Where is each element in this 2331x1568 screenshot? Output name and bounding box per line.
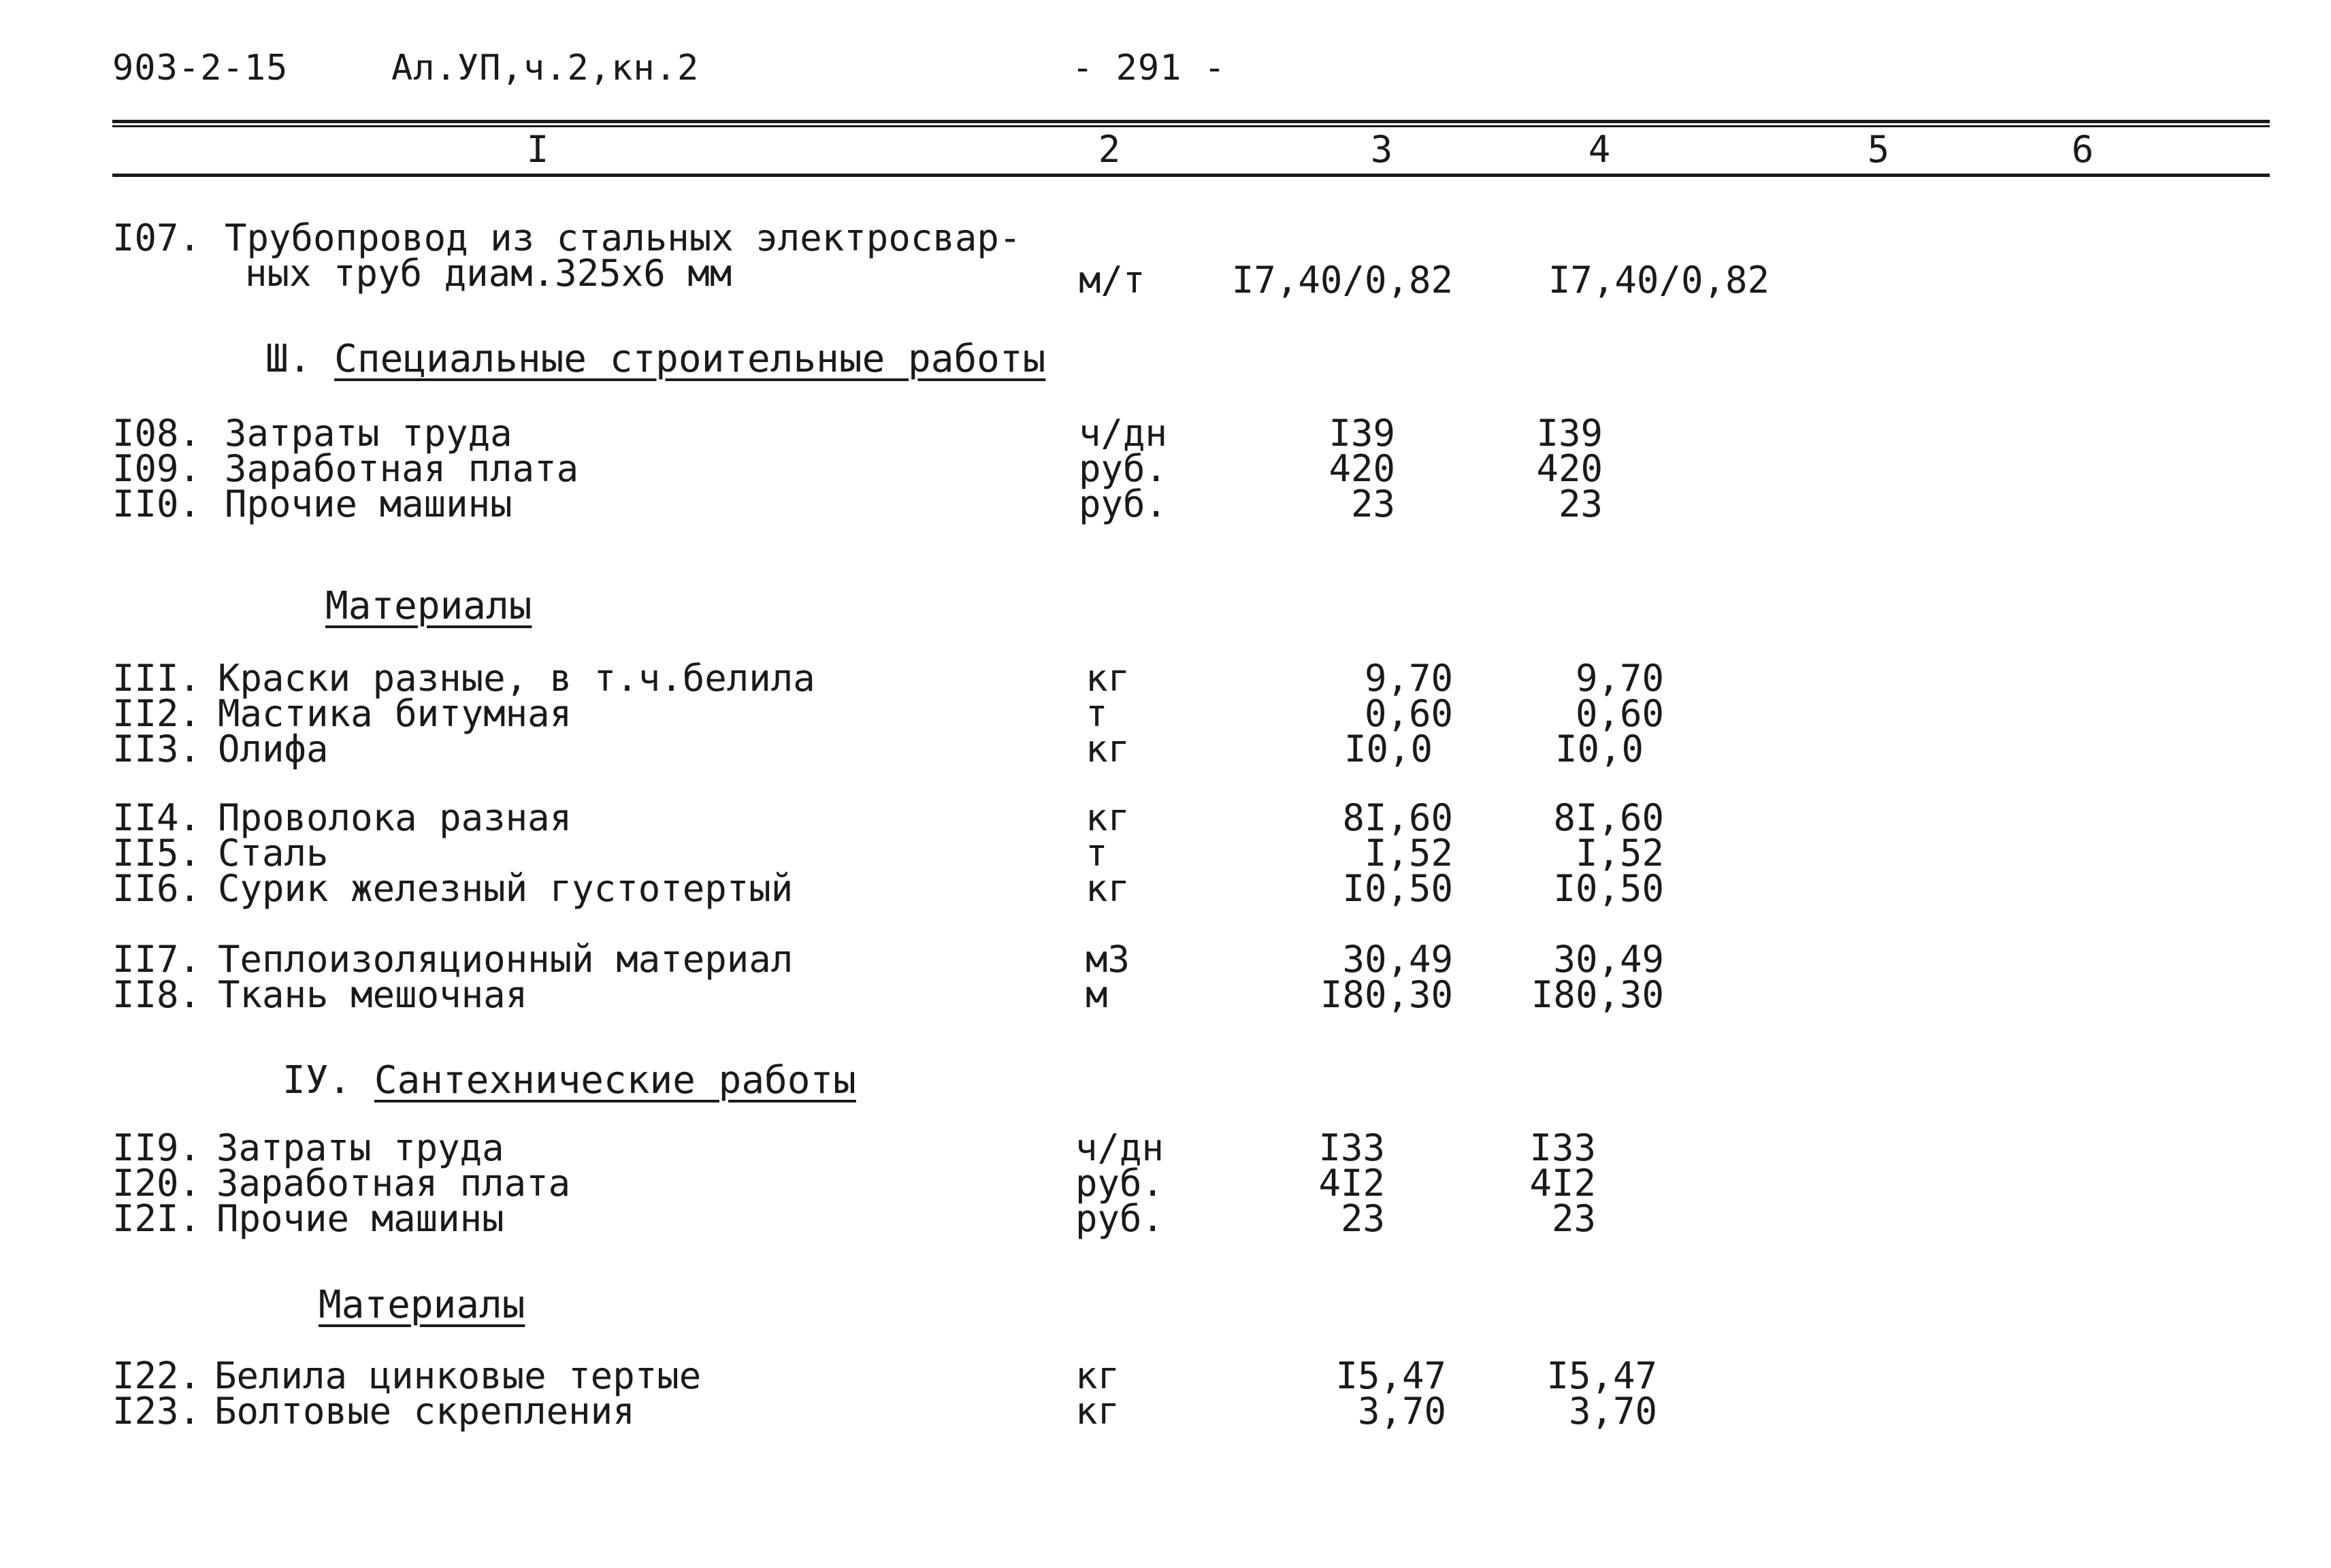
column-number-6: 6 bbox=[2071, 128, 2094, 171]
row-number: II7. bbox=[112, 938, 201, 981]
row-number: II0. bbox=[112, 483, 201, 525]
row-value-col4: I,52 bbox=[1575, 832, 1664, 875]
table-row bbox=[0, 1390, 2331, 1433]
row-value-col3: I5,47 bbox=[1335, 1354, 1446, 1397]
row-value-col3: I0,50 bbox=[1342, 867, 1453, 910]
row-value-col4: 4I2 bbox=[1529, 1162, 1596, 1205]
section-numeral: IУ. bbox=[282, 1058, 352, 1102]
row-name: Прочие машины bbox=[225, 483, 512, 525]
row-value-col3: 420 bbox=[1328, 447, 1395, 490]
table-row bbox=[0, 728, 2331, 770]
row-unit: руб. bbox=[1079, 483, 1168, 525]
row-unit: ч/дн bbox=[1075, 1126, 1164, 1169]
row-name: Сурик железный густотертый bbox=[218, 867, 794, 910]
table-row bbox=[0, 483, 2331, 525]
table-row bbox=[0, 447, 2331, 490]
doc-code: 903-2-15 bbox=[112, 48, 289, 88]
row-name: Затраты труда bbox=[216, 1126, 504, 1169]
row-number: I09. bbox=[112, 447, 201, 490]
row-value-col3: I0,0 bbox=[1343, 728, 1433, 770]
row-value-col4: 8I,60 bbox=[1553, 796, 1664, 839]
row-value-col4: I39 bbox=[1536, 412, 1603, 455]
table-row bbox=[0, 832, 2331, 875]
table-row bbox=[0, 1126, 2331, 1169]
row-name: Мастика битумная bbox=[218, 692, 572, 735]
row-unit: кг bbox=[1086, 657, 1130, 700]
table-row bbox=[0, 867, 2331, 910]
row-value-col3: I7,40/0,82 bbox=[1231, 259, 1453, 301]
row-name: Прочие машины bbox=[216, 1197, 504, 1240]
row-number: III. bbox=[112, 657, 201, 700]
row-number: I20. bbox=[112, 1162, 201, 1205]
row-value-col3: I33 bbox=[1318, 1126, 1385, 1169]
row-value-col4: 23 bbox=[1558, 483, 1603, 525]
row-value-col3: I80,30 bbox=[1320, 973, 1453, 1016]
row-number: I08. bbox=[112, 412, 201, 455]
table-row bbox=[0, 412, 2331, 455]
row-name: Проволока разная bbox=[218, 796, 572, 839]
row-unit: м3 bbox=[1086, 938, 1130, 981]
row-name: Затраты труда bbox=[225, 412, 512, 455]
row-value-col3: I39 bbox=[1328, 412, 1395, 455]
row-unit: ч/дн bbox=[1079, 412, 1168, 455]
table-row bbox=[0, 973, 2331, 1016]
table-row bbox=[0, 1197, 2331, 1240]
row-unit: кг bbox=[1075, 1354, 1120, 1397]
materials-heading: Материалы bbox=[325, 584, 532, 628]
section-heading bbox=[282, 1058, 856, 1102]
row-value-col3: 4I2 bbox=[1318, 1162, 1385, 1205]
row-value-col4: I5,47 bbox=[1546, 1354, 1657, 1397]
row-value-col4: I0,0 bbox=[1554, 728, 1644, 770]
row-name: Белила цинковые тертые bbox=[214, 1354, 702, 1397]
row-number: II8. bbox=[112, 973, 201, 1016]
column-number-4: 4 bbox=[1588, 128, 1611, 171]
row-name-continuation: ных труб диам.325х6 мм bbox=[245, 252, 732, 295]
row-unit: м bbox=[1086, 973, 1108, 1016]
column-number-1: I bbox=[526, 128, 549, 171]
row-unit: руб. bbox=[1075, 1162, 1164, 1205]
row-unit: кг bbox=[1075, 1390, 1120, 1433]
header-rule-top bbox=[112, 120, 2270, 123]
row-unit: руб. bbox=[1079, 447, 1168, 490]
row-number: II4. bbox=[112, 796, 201, 839]
row-value-col3: 8I,60 bbox=[1342, 796, 1453, 839]
column-number-5: 5 bbox=[1867, 128, 1890, 171]
row-value-col3: I,52 bbox=[1364, 832, 1453, 875]
page-number: - 291 - bbox=[1072, 48, 1226, 88]
row-number: I07. bbox=[112, 216, 201, 259]
row-value-col4: 9,70 bbox=[1575, 657, 1664, 700]
materials-heading: Материалы bbox=[319, 1283, 525, 1327]
section-title: Сантехнические работы bbox=[374, 1058, 856, 1102]
row-unit: кг bbox=[1086, 867, 1130, 910]
section-numeral: Ш. bbox=[265, 337, 312, 381]
row-name: Сталь bbox=[218, 832, 329, 875]
row-number: II3. bbox=[112, 728, 201, 770]
table-row bbox=[0, 1354, 2331, 1397]
row-unit: т bbox=[1086, 832, 1108, 875]
row-number: I23. bbox=[112, 1390, 201, 1433]
row-value-col3: 23 bbox=[1340, 1197, 1385, 1240]
row-name: Краски разные, в т.ч.белила bbox=[218, 657, 815, 700]
row-unit: кг bbox=[1086, 796, 1130, 839]
row-unit: м/т bbox=[1079, 259, 1145, 301]
row-value-col3: 0,60 bbox=[1364, 692, 1453, 735]
row-name: Теплоизоляционный материал bbox=[218, 938, 794, 981]
row-value-col4: I33 bbox=[1529, 1126, 1596, 1169]
header-rule-top-thin bbox=[112, 125, 2270, 127]
row-name: Олифа bbox=[218, 728, 329, 770]
table-row bbox=[0, 692, 2331, 735]
row-name: Болтовые скрепления bbox=[214, 1390, 635, 1433]
section-heading bbox=[265, 337, 1045, 381]
table-row bbox=[0, 657, 2331, 700]
row-value-col4: 420 bbox=[1536, 447, 1603, 490]
column-number-2: 2 bbox=[1098, 128, 1121, 171]
row-value-col4: I0,50 bbox=[1553, 867, 1664, 910]
row-value-col3: 3,70 bbox=[1357, 1390, 1446, 1433]
row-name: Ткань мешочная bbox=[218, 973, 528, 1016]
row-value-col4: I7,40/0,82 bbox=[1548, 259, 1770, 301]
row-unit: т bbox=[1086, 692, 1108, 735]
row-unit: кг bbox=[1086, 728, 1130, 770]
table-row bbox=[0, 938, 2331, 981]
section-title: Специальные строительные работы bbox=[334, 337, 1046, 381]
row-value-col4: 23 bbox=[1551, 1197, 1596, 1240]
row-value-col4: 0,60 bbox=[1575, 692, 1664, 735]
table-row bbox=[0, 796, 2331, 839]
table-row bbox=[0, 216, 2331, 259]
row-value-col4: 3,70 bbox=[1568, 1390, 1657, 1433]
row-number: II9. bbox=[112, 1126, 201, 1169]
row-value-col3: 23 bbox=[1350, 483, 1395, 525]
column-number-3: 3 bbox=[1370, 128, 1393, 171]
row-number: II6. bbox=[112, 867, 201, 910]
table-row-values bbox=[0, 259, 2331, 301]
row-value-col4: I80,30 bbox=[1531, 973, 1664, 1016]
column-header-rule bbox=[112, 174, 2270, 177]
row-number: I22. bbox=[112, 1354, 201, 1397]
table-row bbox=[0, 1162, 2331, 1205]
row-name: Заработная плата bbox=[225, 447, 579, 490]
row-name: Трубопровод из стальных электросвар- bbox=[225, 216, 1022, 259]
row-name: Заработная плата bbox=[216, 1162, 571, 1205]
row-number: II2. bbox=[112, 692, 201, 735]
album-reference: Ал.УП,ч.2,кн.2 bbox=[391, 48, 700, 88]
row-value-col4: 30,49 bbox=[1553, 938, 1664, 981]
row-value-col3: 9,70 bbox=[1364, 657, 1453, 700]
row-unit: руб. bbox=[1075, 1197, 1164, 1240]
row-value-col3: 30,49 bbox=[1342, 938, 1453, 981]
row-number: II5. bbox=[112, 832, 201, 875]
row-number: I2I. bbox=[112, 1197, 201, 1240]
